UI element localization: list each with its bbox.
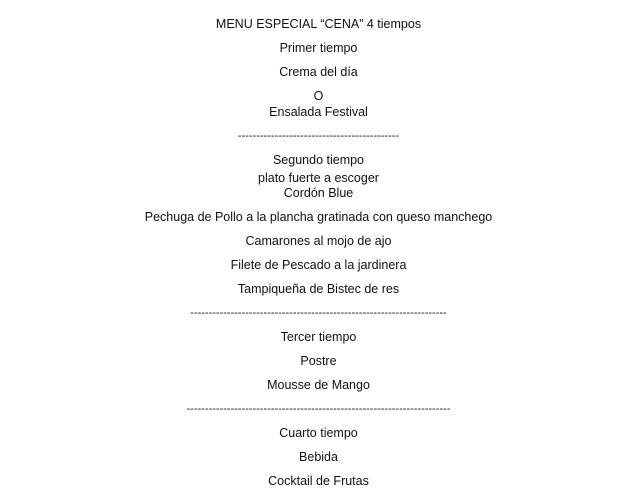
course1-or: O <box>313 89 324 103</box>
course1-option2: Ensalada Festival <box>269 105 368 119</box>
course2-heading: Segundo tiempo <box>272 153 365 167</box>
course1-option1: Crema del día <box>279 65 358 79</box>
course3-subtitle: Postre <box>300 354 337 368</box>
course4-item: Cocktail de Frutas <box>268 474 369 488</box>
separator-3: ------------------------------------------------------------------------ <box>186 403 451 415</box>
separator-2: ---------------------------------------------------------------------- <box>190 307 447 319</box>
course3-item: Mousse de Mango <box>267 378 370 392</box>
course2-item-2: Pechuga de Pollo a la plancha gratinada con queso manchego <box>144 210 493 224</box>
course2-subtitle: plato fuerte a escoger <box>258 171 379 185</box>
course2-item-3: Camarones al mojo de ajo <box>245 234 392 248</box>
separator-1: -------------------------------------------- <box>237 130 400 142</box>
course4-heading: Cuarto tiempo <box>279 426 358 440</box>
menu-title: MENU ESPECIAL “CENA” 4 tiempos <box>215 17 422 31</box>
course2-item-5: Tampiqueña de Bistec de res <box>237 282 400 296</box>
course3-heading: Tercer tiempo <box>280 330 357 344</box>
course4-subtitle: Bebida <box>299 450 338 464</box>
course2-item-4: Filete de Pescado a la jardinera <box>230 258 407 272</box>
course2-item-1: Cordón Blue <box>283 186 354 200</box>
course1-heading: Primer tiempo <box>279 41 358 55</box>
